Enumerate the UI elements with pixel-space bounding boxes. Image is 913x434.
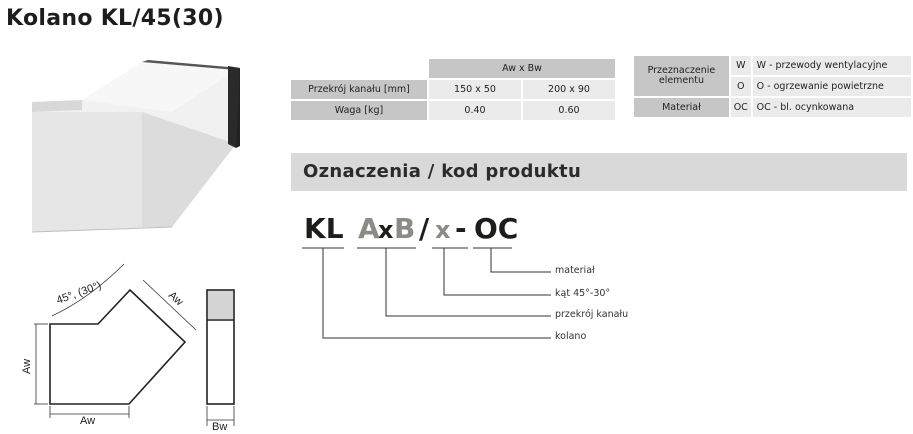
code-dash: - (455, 212, 467, 245)
przeznaczenie-label: Przeznaczenie elementu (634, 56, 729, 96)
code-x: x (378, 216, 394, 244)
material-label: Materiał (634, 98, 729, 117)
code-x-angle: x (435, 216, 451, 244)
cell-value: 0.40 (429, 101, 521, 120)
page-title: Kolano KL/45(30) (6, 6, 224, 31)
callout-material: materiał (555, 265, 595, 276)
callout-section: przekrój kanału (555, 309, 629, 320)
table-row (634, 56, 911, 75)
code-oc: OC (474, 212, 519, 245)
code-kl: KL (304, 212, 344, 245)
angle-label: 45°, (30°) (54, 279, 103, 307)
row-label: Przekrój kanału [mm] (291, 80, 427, 99)
desc-cell: W - przewody wentylacyjne (753, 56, 911, 75)
legend-table (632, 54, 913, 119)
code-b: B (394, 212, 416, 245)
code-slash: / (419, 212, 430, 245)
cell-value: 200 x 90 (523, 80, 615, 99)
code-a: A (358, 212, 380, 245)
table-row (634, 98, 911, 117)
callout-angle: kąt 45°-30° (555, 288, 611, 299)
technical-drawing (0, 258, 260, 434)
bottom-aw-label: Aw (80, 415, 96, 427)
cell-value: 150 x 50 (429, 80, 521, 99)
product-photo (22, 52, 272, 252)
callout-kolano: kolano (555, 331, 587, 342)
code-cell: W (731, 56, 751, 75)
table-row (291, 101, 615, 120)
dimensions-table (289, 57, 617, 122)
section-title: Oznaczenia / kod produktu (291, 153, 907, 191)
dims-header: Aw x Bw (429, 59, 615, 78)
bw-label: Bw (212, 421, 228, 433)
desc-cell: OC - bl. ocynkowana (753, 98, 911, 117)
row-label: Waga [kg] (291, 101, 427, 120)
cell-value: 0.60 (523, 101, 615, 120)
code-cell: O (731, 77, 751, 96)
code-cell: OC (731, 98, 751, 117)
desc-cell: O - ogrzewanie powietrzne (753, 77, 911, 96)
left-aw-label: Aw (21, 358, 33, 374)
table-row (291, 80, 615, 99)
diagonal-aw-label: Aw (165, 289, 186, 309)
